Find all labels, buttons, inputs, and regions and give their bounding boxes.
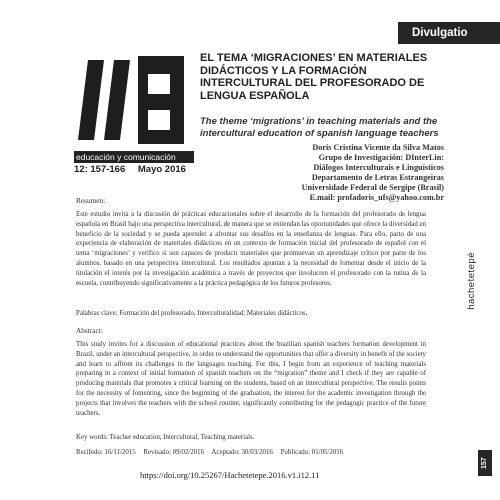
resumen-text: Este estudio invita a la discusión de prácticas educacionales sobre el desarrollo de la formación del profesorado de lengua española en Brasil bajo una perspectiva intercultural, de manera que se entiendan las oportunidades que ofrece la diversidad en beneficio de la sociedad y se pueda aprender a afrontar sus desafíos en la enseñanza de lenguas. Para ello, parto de una experiencia de elaboración de materiales didácticos en un contexto de formación inicial del profesorado de español con el tema ‘migraciones’ y verifico si son capaces de producir materiales que promuevan un aprendizaje crítico por parte de los alumnos, basado en una perspectiva intercultural. Los resultados apuntan a la necesidad de fomentar desde el inicio de la titulación el interés por la investigación académica a través de proyectos que involucren el profesorado con la rutina de la escuela, contribuyendo significativamente a la práctica pedagógica de los futuros profesores. — [76, 211, 426, 287]
journal-name: educación y comunicación — [74, 151, 194, 163]
doi-link[interactable]: https://doi.org/10.25267/Hachetetepe.2016.v1.i12.11 — [140, 470, 320, 480]
article-title-english: The theme ‘migrations’ in teaching materials and the intercultural education of spanish language teachers — [200, 116, 439, 139]
author-name: Doris Cristina Vicente da Silva Matos — [312, 143, 444, 152]
research-group: Grupo de Investigación: DInterLin: — [318, 153, 444, 162]
date-published: Publicado: 01/05/2016 — [280, 449, 344, 456]
article-dates — [76, 448, 426, 458]
abstract-label: Abstract: — [76, 326, 103, 335]
article-title-spanish: EL TEMA ‘MIGRACIONES’ EN MATERIALES DIDÁCTICOS Y LA FORMACIÓN INTERCULTURAL DEL PROFESORADO DE LENGUA ESPAÑOLA — [200, 52, 428, 102]
date-accepted: Aceptado: 30/03/2016 — [211, 449, 273, 456]
issue-date: Mayo 2016 — [137, 164, 186, 175]
journal-logo — [74, 52, 192, 148]
department: Departamento de Letras Estrangeiras — [311, 173, 444, 182]
palabras-clave: Palabras clave: Formación del profesorado, Interculturalidad; Materiales didácticos. — [76, 310, 308, 317]
research-group-name: Diálogos Interculturais e Linguísticos — [313, 163, 444, 172]
university: Universidade Federal de Sergipe (Brasil) — [301, 183, 444, 192]
issue-number: 12: 157-166 — [74, 164, 126, 175]
date-received: Recibido: 16/11/2015 — [76, 449, 136, 456]
keywords: Key words: Teacher education, Intercultural, Teaching materials. — [76, 434, 255, 441]
date-revised: Revisado: 09/02/2016 — [143, 449, 205, 456]
issue-line — [74, 164, 196, 175]
author-block — [224, 143, 444, 203]
author-email: E.mail: profadoris_ufs@yahoo.com.br — [309, 193, 444, 202]
journal-side-label: hachetetepé — [466, 252, 477, 310]
resumen-label: Resumen: — [76, 196, 106, 205]
page-number: 157 — [478, 450, 492, 476]
abstract-text: This study invites for a discussion of educational practices about the brazilian spanish teachers formation development in Brazil, under an intercultural perspective, in order to understand the opportunities that offer a diversity in benefit of the society and learn to affront its challenges in the languages teaching. For this, I begin from an experience of teaching materials preparing in a context of initial formation of spanish teachers on the “migration” theme and I check if they are capable of producing materials that promotes a critical learning on the students, based on an intercultural perspective. The results points for the necessity of fomenting, since the beginning of the graduation, the interest for the academic investigation through the projects that involves the teachers with the school routine, significantly contributing for the pedagogic practice of the future teachers. — [76, 341, 426, 417]
section-label: Divulgatio — [398, 22, 500, 44]
